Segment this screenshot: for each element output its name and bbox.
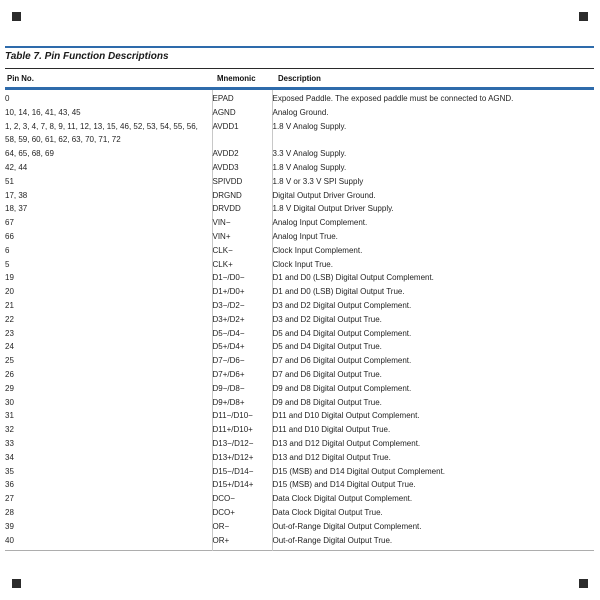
description-cell: Digital Output Driver Ground. — [272, 189, 594, 203]
description-cell: Clock Input True. — [272, 258, 594, 272]
mnemonic-cell: D5+/D4+ — [212, 340, 272, 354]
pin-number-cell: 35 — [5, 466, 14, 476]
section-divider-rule — [5, 46, 594, 48]
pin-number-cell: 51 — [5, 176, 14, 186]
pin-function-table — [5, 68, 594, 551]
pin-number-cell: 34 — [5, 452, 14, 462]
mnemonic-cell: DRGND — [212, 189, 272, 203]
table-row — [5, 423, 594, 437]
mnemonic-cell: DCO+ — [212, 506, 272, 520]
table-row — [5, 534, 594, 551]
fiducial-mark-top-right — [579, 12, 588, 21]
pin-number-cell: 22 — [5, 314, 14, 324]
table-row — [5, 230, 594, 244]
mnemonic-cell: VIN− — [212, 216, 272, 230]
fiducial-mark-top-left — [12, 12, 21, 21]
table-row — [5, 271, 594, 285]
description-cell: D15 (MSB) and D14 Digital Output Complement. — [272, 465, 594, 479]
table-row — [5, 161, 594, 175]
header-row — [5, 69, 594, 89]
description-cell: D5 and D4 Digital Output Complement. — [272, 327, 594, 341]
pin-number-cell: 5 — [5, 259, 10, 269]
mnemonic-cell: D13−/D12− — [212, 437, 272, 451]
description-cell: D13 and D12 Digital Output Complement. — [272, 437, 594, 451]
table-row — [5, 299, 594, 313]
pin-number-cell: 28 — [5, 507, 14, 517]
fiducial-mark-bottom-left — [12, 579, 21, 588]
table-title: Table 7. Pin Function Descriptions — [5, 51, 169, 62]
table-row — [5, 89, 594, 106]
description-cell: 1.8 V Analog Supply. — [272, 161, 594, 175]
mnemonic-cell: DRVDD — [212, 202, 272, 216]
pin-number-cell: 24 — [5, 342, 14, 352]
pin-number-cell: 29 — [5, 383, 14, 393]
description-cell: D15 (MSB) and D14 Digital Output True. — [272, 478, 594, 492]
mnemonic-cell: SPIVDD — [212, 175, 272, 189]
mnemonic-cell: D3−/D2− — [212, 299, 272, 313]
mnemonic-cell: DCO− — [212, 492, 272, 506]
pin-number-cell: 17, 38 — [5, 190, 28, 200]
table-row — [5, 216, 594, 230]
mnemonic-cell: D5−/D4− — [212, 327, 272, 341]
description-cell: 1.8 V or 3.3 V SPI Supply — [272, 175, 594, 189]
table-row — [5, 382, 594, 396]
description-cell: D9 and D8 Digital Output True. — [272, 396, 594, 410]
description-cell: D5 and D4 Digital Output True. — [272, 340, 594, 354]
description-cell: D1 and D0 (LSB) Digital Output Complement. — [272, 271, 594, 285]
pin-number-cell: 26 — [5, 369, 14, 379]
description-cell: Out-of-Range Digital Output True. — [272, 534, 594, 551]
mnemonic-cell: CLK− — [212, 244, 272, 258]
table-row — [5, 465, 594, 479]
pin-number-cell: 31 — [5, 411, 14, 421]
description-cell: 1.8 V Digital Output Driver Supply. — [272, 202, 594, 216]
table-row — [5, 285, 594, 299]
pin-number-cell: 20 — [5, 287, 14, 297]
table-row — [5, 437, 594, 451]
description-cell: 3.3 V Analog Supply. — [272, 147, 594, 161]
fiducial-mark-bottom-right — [579, 579, 588, 588]
mnemonic-cell: D9−/D8− — [212, 382, 272, 396]
description-cell: D13 and D12 Digital Output True. — [272, 451, 594, 465]
table-row — [5, 147, 594, 161]
table-row — [5, 396, 594, 410]
column-header-mnemonic: Mnemonic — [212, 69, 272, 89]
mnemonic-cell: AVDD3 — [212, 161, 272, 175]
pin-number-cell: 21 — [5, 300, 14, 310]
description-cell: Exposed Paddle. The exposed paddle must be connected to AGND. — [272, 89, 594, 106]
mnemonic-cell: D11+/D10+ — [212, 423, 272, 437]
table-row — [5, 354, 594, 368]
mnemonic-cell: D15−/D14− — [212, 465, 272, 479]
description-cell: Out-of-Range Digital Output Complement. — [272, 520, 594, 534]
table-row — [5, 409, 594, 423]
table-row — [5, 106, 594, 120]
description-cell: D1 and D0 (LSB) Digital Output True. — [272, 285, 594, 299]
mnemonic-cell: D1−/D0− — [212, 271, 272, 285]
table-row — [5, 451, 594, 465]
pin-number-cell: 1, 2, 3, 4, 7, 8, 9, 11, 12, 13, 15, 46, 52, 53, 54, 55, 56, 58, 59, 60, 61, 62, 63, 70, 71, 72 — [5, 121, 198, 145]
table-row — [5, 189, 594, 203]
pin-number-cell: 36 — [5, 480, 14, 490]
mnemonic-cell: AGND — [212, 106, 272, 120]
pin-number-cell: 64, 65, 68, 69 — [5, 149, 54, 159]
description-cell: D9 and D8 Digital Output Complement. — [272, 382, 594, 396]
table-header — [5, 69, 594, 89]
description-cell: D3 and D2 Digital Output True. — [272, 313, 594, 327]
mnemonic-cell: EPAD — [212, 89, 272, 106]
mnemonic-cell: D9+/D8+ — [212, 396, 272, 410]
mnemonic-cell: CLK+ — [212, 258, 272, 272]
description-cell: Analog Input Complement. — [272, 216, 594, 230]
description-cell: D11 and D10 Digital Output Complement. — [272, 409, 594, 423]
pin-number-cell: 33 — [5, 438, 14, 448]
column-header-pin-no: Pin No. — [5, 69, 212, 89]
pin-number-cell: 19 — [5, 273, 14, 283]
table-row — [5, 506, 594, 520]
mnemonic-cell: D7+/D6+ — [212, 368, 272, 382]
pin-number-cell: 40 — [5, 535, 14, 545]
description-cell: Analog Ground. — [272, 106, 594, 120]
mnemonic-cell: AVDD2 — [212, 147, 272, 161]
mnemonic-cell: D11−/D10− — [212, 409, 272, 423]
mnemonic-cell: D1+/D0+ — [212, 285, 272, 299]
table-row — [5, 327, 594, 341]
description-cell: D11 and D10 Digital Output True. — [272, 423, 594, 437]
pin-number-cell: 30 — [5, 397, 14, 407]
pin-number-cell: 18, 37 — [5, 204, 28, 214]
description-cell: Analog Input True. — [272, 230, 594, 244]
mnemonic-cell: VIN+ — [212, 230, 272, 244]
description-cell: Data Clock Digital Output True. — [272, 506, 594, 520]
pin-number-cell: 27 — [5, 494, 14, 504]
description-cell: D7 and D6 Digital Output Complement. — [272, 354, 594, 368]
pin-number-cell: 32 — [5, 425, 14, 435]
pin-number-cell: 66 — [5, 231, 14, 241]
table-row — [5, 175, 594, 189]
description-cell: Data Clock Digital Output Complement. — [272, 492, 594, 506]
description-cell: D7 and D6 Digital Output True. — [272, 368, 594, 382]
pin-number-cell: 67 — [5, 218, 14, 228]
description-cell: 1.8 V Analog Supply. — [272, 120, 594, 148]
table-row — [5, 520, 594, 534]
mnemonic-cell: AVDD1 — [212, 120, 272, 148]
pin-number-cell: 23 — [5, 328, 14, 338]
pin-number-cell: 25 — [5, 356, 14, 366]
table-row — [5, 492, 594, 506]
table-row — [5, 340, 594, 354]
mnemonic-cell: D13+/D12+ — [212, 451, 272, 465]
pin-number-cell: 42, 44 — [5, 162, 28, 172]
table-row — [5, 258, 594, 272]
table-row — [5, 313, 594, 327]
table-row — [5, 202, 594, 216]
pin-number-cell: 6 — [5, 245, 10, 255]
mnemonic-cell: D7−/D6− — [212, 354, 272, 368]
pin-number-cell: 39 — [5, 521, 14, 531]
table-row — [5, 368, 594, 382]
mnemonic-cell: D3+/D2+ — [212, 313, 272, 327]
table-row — [5, 478, 594, 492]
pin-table-body — [5, 89, 594, 551]
description-cell: Clock Input Complement. — [272, 244, 594, 258]
table-row — [5, 244, 594, 258]
column-header-description: Description — [272, 69, 594, 89]
mnemonic-cell: D15+/D14+ — [212, 478, 272, 492]
mnemonic-cell: OR+ — [212, 534, 272, 551]
pin-number-cell: 10, 14, 16, 41, 43, 45 — [5, 107, 81, 117]
table-row — [5, 120, 594, 148]
description-cell: D3 and D2 Digital Output Complement. — [272, 299, 594, 313]
pin-number-cell: 0 — [5, 94, 10, 103]
mnemonic-cell: OR− — [212, 520, 272, 534]
